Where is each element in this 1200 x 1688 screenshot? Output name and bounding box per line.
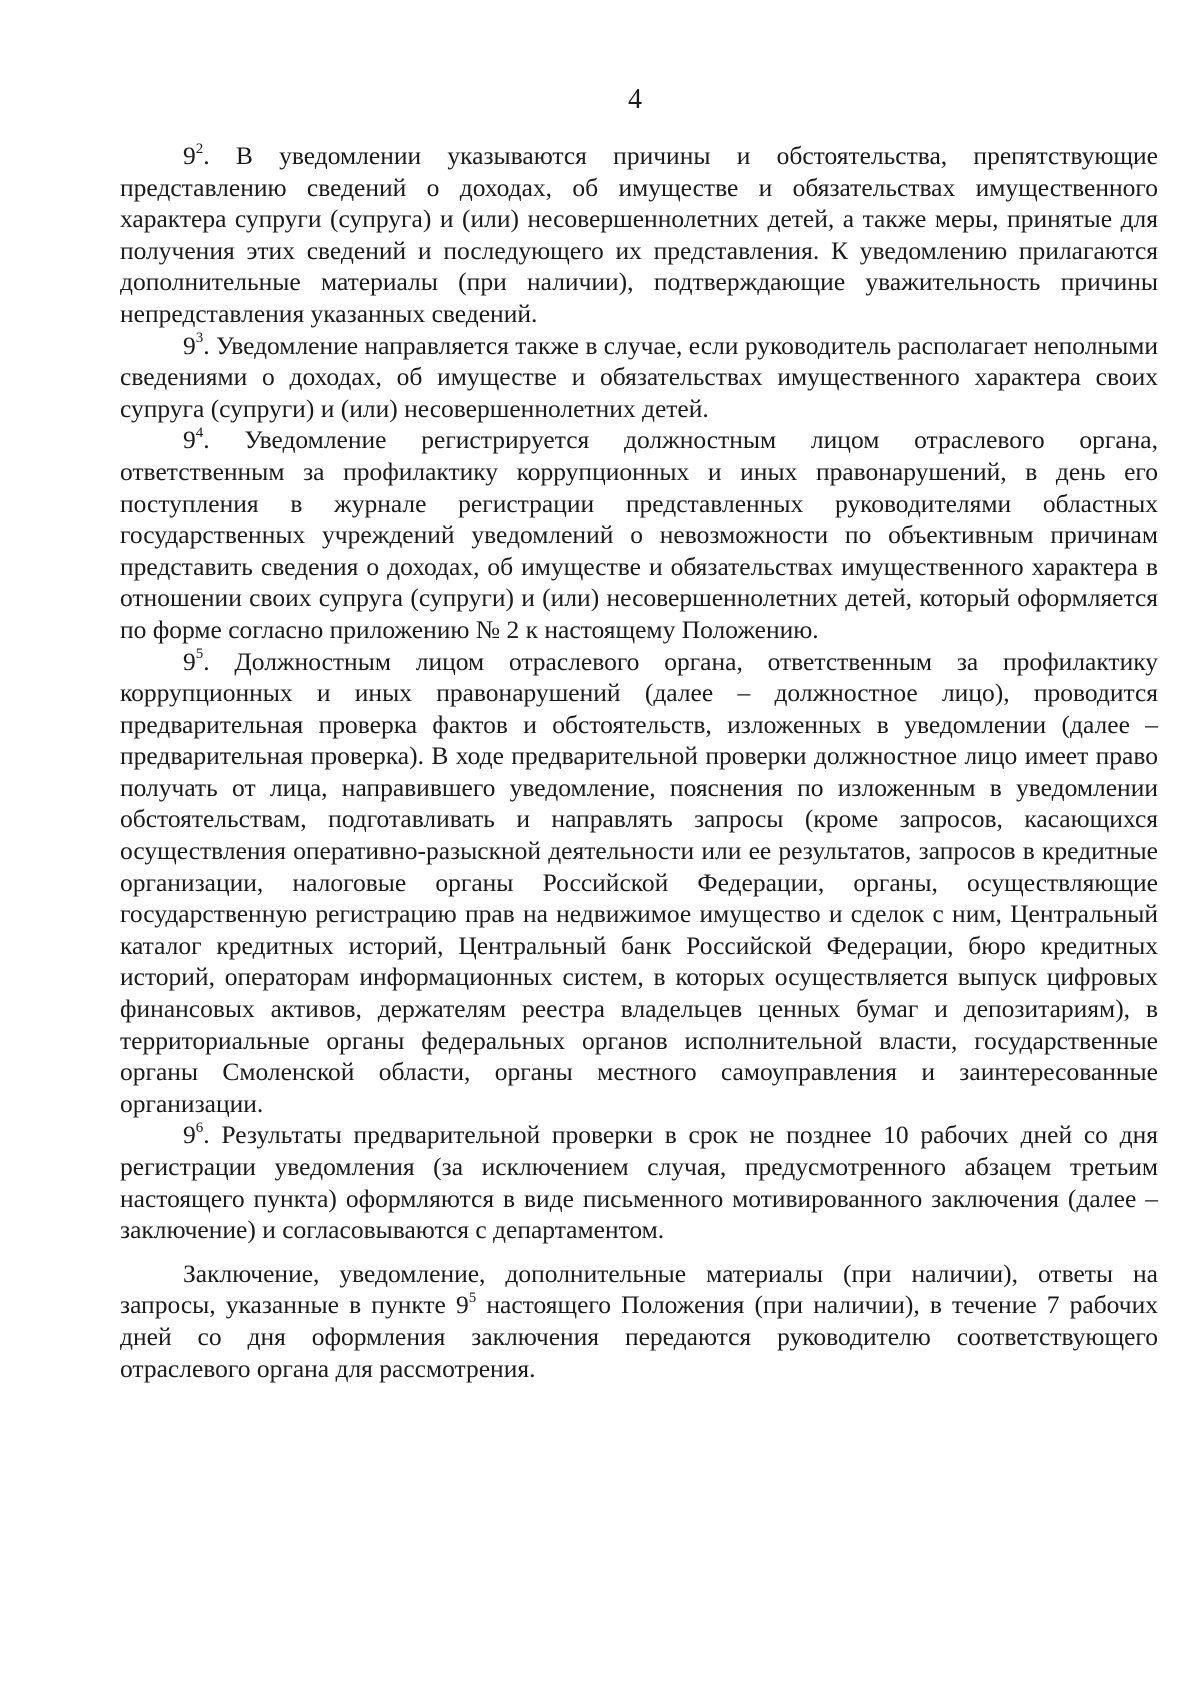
clause-number-base: 9 (183, 1120, 196, 1150)
clause-number-base: 9 (183, 425, 196, 455)
paragraph-final (120, 1258, 1158, 1384)
paragraph-text: . Результаты предварительной проверки в срок не позднее 10 рабочих дней со дня регистрации уведомления (за исключением случая, предусмотренного абзацем третьим настоящего пункта) оформляются в виде письменного мотивированного заключения (далее – заключение) и согласовываются с департаментом. (120, 1120, 1158, 1245)
clause-number-superscript: 4 (195, 424, 204, 441)
paragraph-text: . В уведомлении указываются причины и обстоятельства, препятствующие представлению сведений о доходах, об имуществе и обязательствах имущественного характера супруги (супруга) и (или) несовершеннолетних детей, а также меры, принятые для получения этих сведений и последующего их представления. К уведомлению прилагаются дополнительные материалы (при наличии), подтверждающие уважительность причины непредставления указанных сведений. (120, 141, 1158, 328)
clause-number-base: 9 (183, 646, 196, 676)
clause-number-base: 9 (183, 141, 196, 170)
document-body (120, 140, 1158, 1384)
clause-number (183, 331, 203, 360)
paragraph-9-5 (120, 646, 1158, 1120)
paragraph-text: . Должностным лицом отраслевого органа, ответственным за профилактику коррупционных и иных правонарушений (далее – должностное лицо), проводится предварительная проверка фактов и обстоятельств, изложенных в уведомлении (далее – предварительная проверка). В ходе предварительной проверки должностное лицо имеет право получать от лица, направившего уведомление, пояснения по изложенным в уведомлении обстоятельствам, подготавливать и направлять запросы (кроме запросов, касающихся осуществления оперативно-разыскной деятельности или ее результатов, запросов в кредитные организации, налоговые органы Российской Федерации, органы, осуществляющие государственную регистрацию прав на недвижимое имущество и сделок с ним, Центральный каталог кредитных историй, Центральный банк Российской Федерации, бюро кредитных историй, операторам информационных систем, в которых осуществляется выпуск цифровых финансовых активов, держателям реестра владельцев ценных бумаг и депозитариям), в территориальные органы федеральных органов исполнительной власти, государственные органы Смоленской области, органы местного самоуправления и заинтересованные организации. (120, 646, 1158, 1118)
paragraph-9-6 (120, 1119, 1158, 1245)
clause-number-superscript: 6 (195, 1119, 204, 1136)
clause-reference (456, 1290, 476, 1319)
clause-number-superscript: 3 (195, 330, 204, 347)
clause-reference-base: 9 (456, 1290, 469, 1320)
paragraph-text: . Уведомление направляется также в случае, если руководитель располагает неполными сведениями о доходах, об имуществе и обязательствах имущественного характера своих супруга (супруги) и (или) несовершеннолетних детей. (120, 330, 1158, 423)
paragraph-text-before-ref: Заключение, уведомление, дополнительные материалы (при наличии), ответы на запросы, указанные в пункте (120, 1258, 1158, 1320)
clause-number-superscript: 5 (195, 646, 204, 662)
clause-number (183, 1120, 203, 1149)
paragraph-9-2 (120, 140, 1158, 330)
paragraph-9-4 (120, 424, 1158, 645)
clause-number-superscript: 2 (195, 140, 204, 157)
clause-number-base: 9 (183, 330, 196, 360)
clause-number (183, 647, 203, 676)
paragraph-text-after-ref: настоящего Положения (при наличии), в течение 7 рабочих дней со дня оформления заключения передаются руководителю соответствующего отраслевого органа для рассмотрения. (120, 1290, 1158, 1383)
clause-reference-superscript: 5 (468, 1289, 477, 1306)
page-number: 4 (628, 84, 642, 115)
paragraph-text: . Уведомление регистрируется должностным лицом отраслевого органа, ответственным за профилактику коррупционных и иных правонарушений, в день его поступления в журнале регистрации представленных руководителями областных государственных учреждений уведомлений о невозможности по объективным причинам представить сведения о доходах, об имуществе и обязательствах имущественного характера в отношении своих супруга (супруги) и (или) несовершеннолетних детей, который оформляется по форме согласно приложению № 2 к настоящему Положению. (120, 425, 1158, 644)
paragraph-9-3 (120, 330, 1158, 425)
clause-number (183, 425, 203, 454)
clause-number (183, 141, 203, 170)
